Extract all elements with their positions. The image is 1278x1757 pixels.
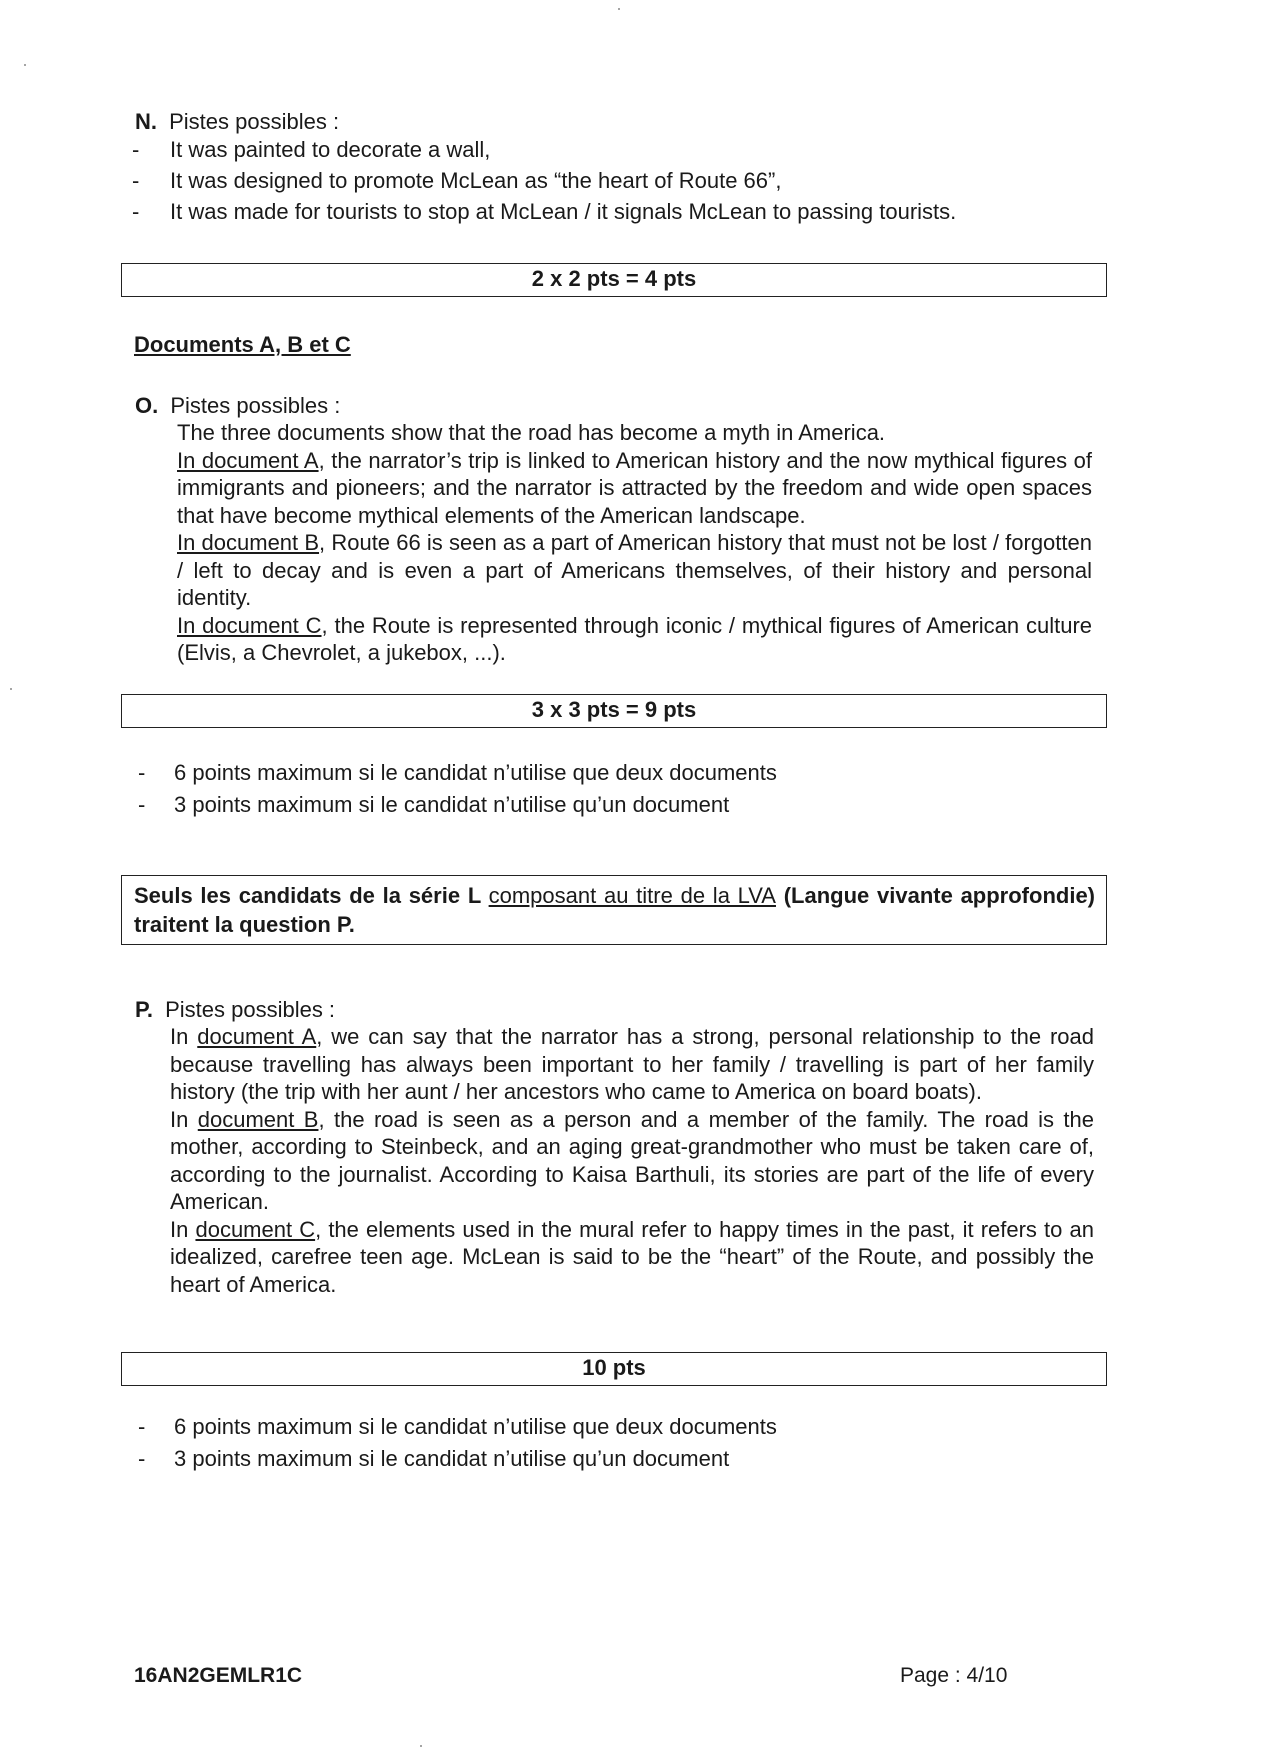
section-o-intro: Pistes possibles : [170,393,341,418]
list-item: - 6 points maximum si le candidat n’utilise que deux documents [138,1414,777,1439]
section-n-score-box [121,263,1107,297]
documents-heading: Documents A, B et C [134,332,351,357]
section-o-label: O. [135,393,159,418]
section-p-intro: Pistes possibles : [165,997,336,1022]
section-o-paragraph-c: In document C, the Route is represented through iconic / mythical figures of American culture (Elvis, a Chevrolet, a jukebox, ...). [177,612,1093,665]
section-n-intro: Pistes possibles : [169,109,340,134]
section-p-label: P. [135,997,153,1022]
list-item: - 6 points maximum si le candidat n’utilise que deux documents [138,760,777,785]
section-o-paragraph-a: In document A, the narrator’s trip is linked to American history and the now mythical figures of immigrants and pioneers; and the narrator is attracted by the freedom and wide open spaces that have become mythical elements of the American landscape. [177,447,1092,528]
list-item: - It was designed to promote McLean as “the heart of Route 66”, [132,168,782,193]
section-p-body [170,1023,1094,1298]
section-p-notes [138,1413,777,1477]
list-item: - It was painted to decorate a wall, [132,137,491,162]
list-item: - It was made for tourists to stop at McLean / it signals McLean to passing tourists. [132,199,957,224]
section-o-body [177,419,1092,667]
section-n-label: N. [135,109,157,134]
scan-speck [10,688,12,690]
section-o-paragraph-b: In document B, Route 66 is seen as a part of American history that must not be lost / forgotten / left to decay and is even a part of Americans themselves, of their history and personal identity. [177,530,1092,610]
section-p-paragraph-b: In document B, the road is seen as a person and a member of the family. The road is the mother, according to Steinbeck, and an aging great-grandmother who must be taken care of, according to the journalist. According to Kaisa Barthuli, its stories are part of the life of every American. [170,1106,1094,1214]
lva-notice-box [121,875,1107,945]
section-o-heading [135,392,340,419]
section-n-heading [135,108,339,135]
section-p-score-box [121,1352,1107,1386]
scan-speck [618,8,620,10]
score-text: 3 x 3 pts = 9 pts [531,697,697,722]
score-text: 2 x 2 pts = 4 pts [531,266,697,291]
section-p-heading [135,996,335,1023]
scan-speck [24,64,26,66]
list-item: - 3 points maximum si le candidat n’utilise qu’un document [138,1446,730,1471]
lva-notice-text: Seuls les candidats de la série L composant au titre de la LVA (Langue vivante approfondie) traitent la question P. [134,883,1096,937]
footer-code: 16AN2GEMLR1C [134,1664,303,1687]
score-text: 10 pts [582,1355,646,1380]
section-o-line1: The three documents show that the road has become a myth in America. [177,420,886,445]
section-p-paragraph-a: In document A, we can say that the narrator has a strong, personal relationship to the road because travelling has always been important to her family / travelling is part of her family history (the trip with her aunt / her ancestors who came to America on board boats). [170,1024,1095,1104]
section-o-notes [138,759,777,823]
section-o-score-box [121,694,1107,728]
footer-page-number: Page : 4/10 [900,1664,1008,1687]
list-item: - 3 points maximum si le candidat n’utilise qu’un document [138,792,730,817]
section-n-list [132,136,956,229]
section-p-paragraph-c: In document C, the elements used in the mural refer to happy times in the past, it refers to an idealized, carefree teen age. McLean is said to be the “heart” of the Route, and possibly the heart of America. [170,1216,1094,1297]
scan-speck [420,1745,422,1747]
